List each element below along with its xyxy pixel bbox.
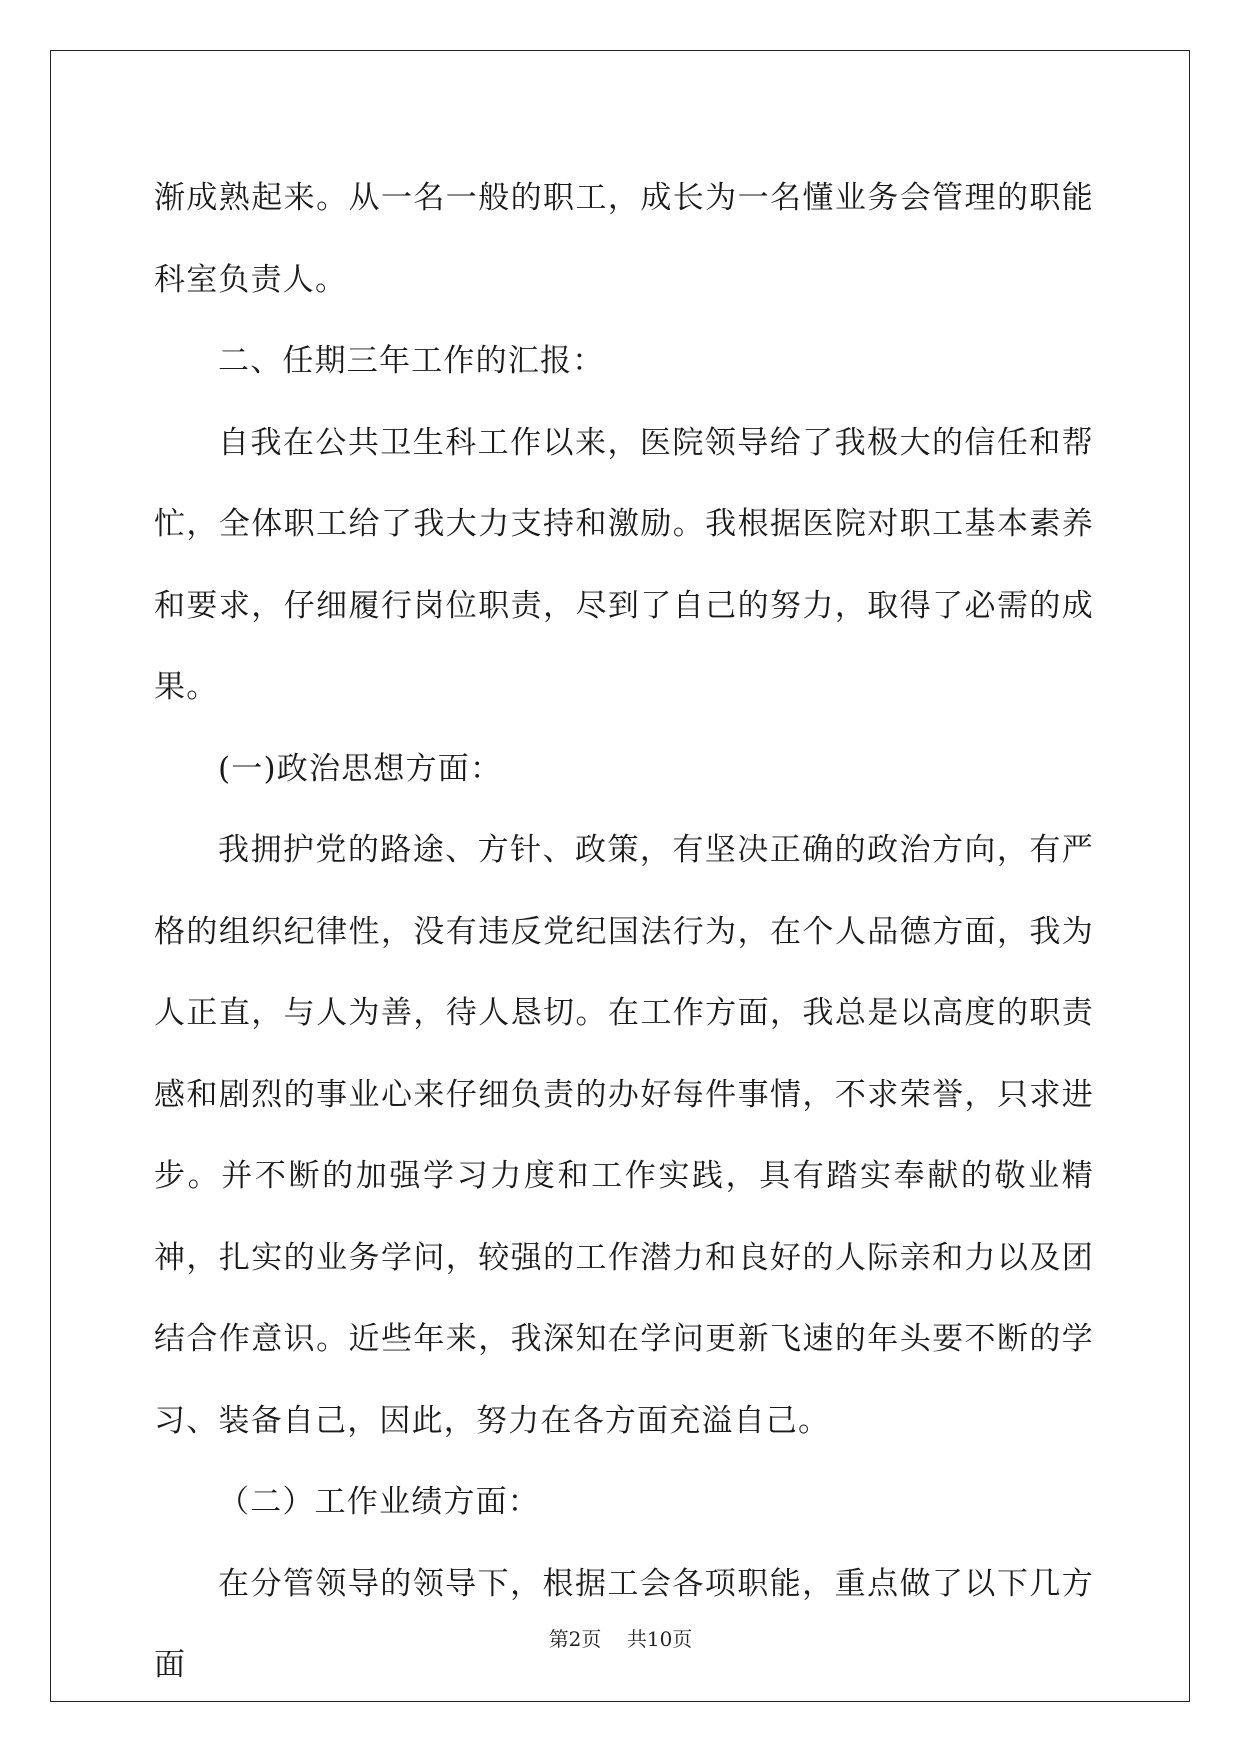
section-heading: 二、任期三年工作的汇报： bbox=[218, 343, 605, 379]
document-body bbox=[154, 158, 1094, 1707]
page-total: 共10页 bbox=[626, 1627, 693, 1651]
paragraph: 渐成熟起来。从一名一般的职工，成长为一名懂业务会管理的职能科室负责人。 bbox=[154, 180, 1094, 298]
subsection-heading: (一)政治思想方面： bbox=[218, 750, 503, 787]
paragraph: 我拥护党的路途、方针、政策，有坚决正确的政治方向，有严格的组织纪律性，没有违反党纪国法行为，在个人品德方面，我为人正直，与人为善，待人恳切。在工作方面，我总是以高度的职责感和剧烈的事业心来仔细负责的办好每件事情，不求荣誉，只求进步。并不断的加强学习力度和工作实践，具有踏实奉献的敬业精神，扎实的业务学问，较强的工作潜力和良好的人际亲和力以及团结合作意识。近些年来，我深知在学问更新飞速的年头要不断的学习、装备自己，因此，努力在各方面充溢自己。 bbox=[154, 832, 1094, 1439]
page-footer bbox=[0, 1623, 1241, 1652]
paragraph: 在分管领导的领导下，根据工会各项职能，重点做了以下几方面 bbox=[154, 1565, 1094, 1683]
subsection-heading: （二）工作业绩方面： bbox=[218, 1484, 540, 1520]
page-number: 第2页 bbox=[548, 1627, 602, 1651]
paragraph: 自我在公共卫生科工作以来，医院领导给了我极大的信任和帮忙，全体职工给了我大力支持和激励。我根据医院对职工基本素养和要求，仔细履行岗位职责，尽到了自己的努力，取得了必需的成果。 bbox=[154, 424, 1094, 705]
